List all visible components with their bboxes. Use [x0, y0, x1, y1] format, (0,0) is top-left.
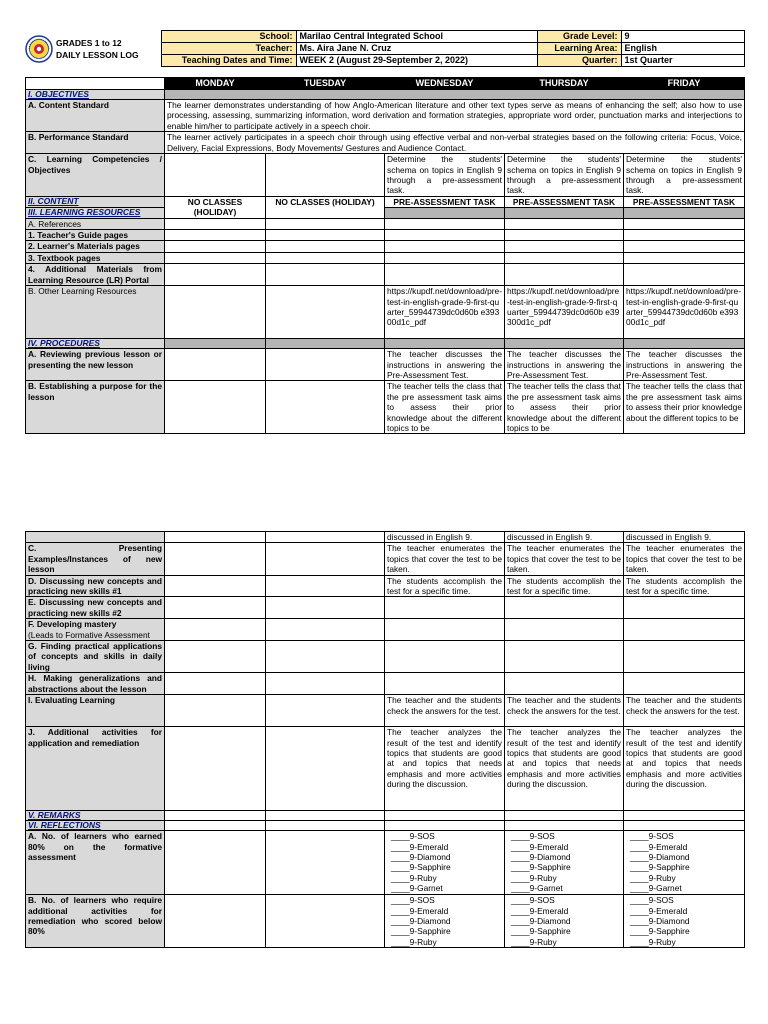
log-title-grades: GRADES 1 to 12 — [56, 37, 122, 48]
section-tally-line: ____9-Ruby — [630, 936, 676, 947]
section-tally-line: ____9-SOS — [511, 831, 555, 842]
content-wednesday: PRE-ASSESSMENT TASK — [385, 196, 505, 208]
competency-wednesday: Determine the students' schema on topics in English 9 through a pre-assessment task. — [385, 154, 505, 197]
row-reflection-a: A. No. of learners who earned 80% on the formative assessment ____9-SOS ____9-Emerald ____9-Diamond ____9-Sapphire ____9-Ruby ____9-Garnet ____9-SOS ____9-Emerald ____9-Diamond ____9-Sapphire ____9-Ruby ____9-Garnet ____9-SOS ____9-Emerald ____9-Diamond ____9-Sapphire ____9-Ruby ____9-Garnet — [26, 831, 745, 895]
reflection-b-thursday — [505, 895, 624, 948]
row-proc-b-cont: discussed in English 9. discussed in English 9. discussed in English 9. — [26, 532, 745, 543]
row-proc-a: A. Reviewing previous lesson or presenting the new lesson The teacher discusses the instructions in answering the Pre-Assessment Test. The teacher discusses the instructions in answering the Pre-Assessment Test. The teacher discusses the instructions in answering the Pre-Assessment Test. — [26, 349, 745, 381]
section-tally-line: ____9-Sapphire — [511, 926, 571, 937]
area-value: English — [621, 43, 744, 55]
section-tally-line: ____9-Diamond — [630, 851, 690, 862]
lesson-log-page-1 — [25, 30, 744, 434]
row-proc-c: C. Presenting Examples/Instances of new lesson The teacher enumerates the topics that cover the test to be taken. The teacher enumerates the topics that cover the test to be taken. The teacher enumerates the topics that cover the test to be taken. — [26, 543, 745, 575]
section-tally-line: ____9-Sapphire — [630, 862, 690, 873]
section-tally-line: ____9-SOS — [511, 895, 555, 906]
content-friday: PRE-ASSESSMENT TASK — [624, 196, 745, 208]
grade-value: 9 — [621, 31, 744, 43]
section-content: II. CONTENT NO CLASSES (HOLIDAY) NO CLASSES (HOLIDAY) PRE-ASSESSMENT TASK PRE-ASSESSMENT TASK PRE-ASSESSMENT TASK — [26, 196, 745, 208]
day-friday: FRIDAY — [624, 78, 745, 90]
section-tally-line: ____9-Sapphire — [391, 926, 451, 937]
main-table-page-1 — [25, 77, 745, 434]
section-tally-line: ____9-Diamond — [630, 915, 690, 926]
row-proc-j: J. Additional activities for application and remediation The teacher analyzes the result of the test and identify topics that students are good at and topics that needs emphasis and more activities during the discussion. The teacher analyzes the result of the test and identify topics that students are good at and topics that needs emphasis and more activities during the discussion. The teacher analyzes the result of the test and identify topics that students are good at and topics that needs emphasis and more activities during the discussion. — [26, 727, 745, 811]
row-proc-f: F. Developing mastery (Leads to Formative Assessment — [26, 619, 745, 641]
section-tally-line: ____9-Ruby — [511, 936, 557, 947]
section-tally-line: ____9-Diamond — [511, 851, 571, 862]
section-tally-line: ____9-Ruby — [630, 872, 676, 883]
school-label: School: — [161, 31, 296, 43]
competency-thursday: Determine the students' schema on topics in English 9 through a pre-assessment task. — [505, 154, 624, 197]
school-value: Marilao Central Integrated School — [296, 31, 537, 43]
section-tally-line: ____9-Diamond — [391, 851, 451, 862]
row-other-resources: B. Other Learning Resources https://kupdf.net/download/pre-test-in-english-grade-9-first-quarter_59944739dc0d60b e39300d1c_pdf https://kupdf.net/download/pre-test-in-english-grade-9-first-quarter_59944739dc0d60b e39300d1c_pdf https://kupdf.net/download/pre-test-in-english-grade-9-first-quarter_59944739dc0d60b e39300d1c_pdf — [26, 286, 745, 339]
reflection-a-thursday — [505, 831, 624, 895]
section-tally-line: ____9-Emerald — [511, 841, 569, 852]
row-proc-e: E. Discussing new concepts and practicing new skills #2 — [26, 597, 745, 619]
competency-friday: Determine the students' schema on topics in English 9 through a pre-assessment task. — [624, 154, 745, 197]
day-monday: MONDAY — [165, 78, 266, 90]
content-standard-text: The learner demonstrates understanding of how Anglo-American literature and other text types serve as means of enhancing the self; also how to use processing, assessing, summarizing information, word derivation and formation strategies, appropriate word order, punctuation marks and interjections to enable him/her to participate actively in a speech choir. — [165, 100, 745, 132]
content-tuesday: NO CLASSES (HOLIDAY) — [266, 196, 385, 218]
section-tally-line: ____9-Sapphire — [511, 862, 571, 873]
row-performance-standard: B. Performance Standard The learner actively participates in a speech choir through using effective verbal and non-verbal strategies based on the following criteria: Focus, Voice, Delivery, Facial Expressions, Body Movements/ Gestures and Audience Contact. — [26, 132, 745, 154]
section-procedures: IV. PROCEDURES — [26, 339, 745, 349]
main-table-page-2 — [25, 531, 745, 948]
section-tally-line: ____9-SOS — [630, 831, 674, 842]
section-tally-line: ____9-Sapphire — [630, 926, 690, 937]
day-thursday: THURSDAY — [505, 78, 624, 90]
teacher-value: Ms. Aira Jane N. Cruz — [296, 43, 537, 55]
deped-seal-icon — [25, 35, 53, 63]
section-tally-line: ____9-Emerald — [391, 905, 449, 916]
dates-value: WEEK 2 (August 29-September 2, 2022) — [296, 55, 537, 67]
reflection-b-friday — [624, 895, 745, 948]
logo-title-cell — [25, 31, 161, 67]
row-proc-g: G. Finding practical applications of concepts and skills in daily living — [26, 641, 745, 673]
section-remarks: V. REMARKS — [26, 811, 745, 821]
row-lr-portal: 4. Additional Materials from Learning Resource (LR) Portal — [26, 264, 745, 286]
day-wednesday: WEDNESDAY — [385, 78, 505, 90]
section-reflections: VI. REFLECTIONS — [26, 821, 745, 831]
section-tally-line: ____9-Garnet — [511, 883, 563, 894]
performance-standard-text: The learner actively participates in a speech choir through using effective verbal and non-verbal strategies based on the following criteria: Focus, Voice, Delivery, Facial Expressions, Body Movements/ Gestures and Audience Contact. — [165, 132, 745, 154]
dates-label: Teaching Dates and Time: — [161, 55, 296, 67]
reflection-b-wednesday — [385, 895, 505, 948]
row-teachers-guide: 1. Teacher's Guide pages — [26, 230, 745, 241]
row-competencies: C. Learning Competencies / Objectives Determine the students' schema on topics in English 9 through a pre-assessment task. Determine the students' schema on topics in English 9 through a pre-assessment task. Determine the students' schema on topics in English 9 through a pre-assessment task. — [26, 154, 745, 197]
link-thursday[interactable]: https://kupdf.net/download/pre-test-in-english-grade-9-first-quarter_59944739dc0d60b e39300d1c_pdf — [505, 286, 624, 339]
section-resources: III. LEARNING RESOURCES — [26, 208, 745, 218]
row-learners-materials: 2. Learner's Materials pages — [26, 241, 745, 252]
section-tally-line: ____9-Sapphire — [391, 862, 451, 873]
teacher-label: Teacher: — [161, 43, 296, 55]
section-tally-line: ____9-Emerald — [511, 905, 569, 916]
reflection-a-friday — [624, 831, 745, 895]
section-tally-line: ____9-SOS — [630, 895, 674, 906]
reflection-a-wednesday — [385, 831, 505, 895]
row-content-standard: A. Content Standard The learner demonstrates understanding of how Anglo-American literature and other text types serve as means of enhancing the self; also how to use processing, assessing, summarizing information, word derivation and formation strategies, appropriate word order, punctuation marks and interjections to enable him/her to participate actively in a speech choir. — [26, 100, 745, 132]
section-objectives: I. OBJECTIVES — [26, 90, 745, 100]
row-proc-i: I. Evaluating Learning The teacher and the students check the answers for the test. The teacher and the students check the answers for the test. The teacher and the students check the answers for the test. — [26, 695, 745, 727]
section-tally-line: ____9-Ruby — [391, 872, 437, 883]
section-tally-line: ____9-Ruby — [511, 872, 557, 883]
content-thursday: PRE-ASSESSMENT TASK — [505, 196, 624, 208]
row-reflection-b: B. No. of learners who require additional activities for remediation who scored below 80% ____9-SOS ____9-Emerald ____9-Diamond ____9-Sapphire ____9-Ruby ____9-SOS ____9-Emerald ____9-Diamond ____9-Sapphire ____9-Ruby ____9-SOS ____9-Emerald ____9-Diamond ____9-Sapphire ____9-Ruby — [26, 895, 745, 948]
section-tally-line: ____9-SOS — [391, 831, 435, 842]
section-tally-line: ____9-SOS — [391, 895, 435, 906]
content-monday: NO CLASSES (HOLIDAY) — [165, 196, 266, 218]
row-proc-d: D. Discussing new concepts and practicing new skills #1 The students accomplish the test for a specific time. The students accomplish the test for a specific time. The students accomplish the test for a specific time. — [26, 575, 745, 597]
quarter-label: Quarter: — [537, 55, 621, 67]
section-tally-line: ____9-Ruby — [391, 936, 437, 947]
row-proc-b: B. Establishing a purpose for the lesson The teacher tells the class that the pre assessment task aims to assess their prior knowledge about the different topics to be The teacher tells the class that the pre assessment task aims to assess their prior knowledge about the different topics to be The teacher tells the class that the pre assessment task aims to assess their prior knowledge about the different topics to be — [26, 381, 745, 434]
day-tuesday: TUESDAY — [266, 78, 385, 90]
lesson-log-page-2 — [25, 531, 744, 948]
link-friday[interactable]: https://kupdf.net/download/pre-test-in-english-grade-9-first-quarter_59944739dc0d60b e39300d1c_pdf — [624, 286, 745, 339]
log-title-dll: DAILY LESSON LOG — [56, 49, 139, 60]
day-header-row — [26, 78, 745, 90]
section-tally-line: ____9-Garnet — [630, 883, 682, 894]
section-tally-line: ____9-Diamond — [391, 915, 451, 926]
link-wednesday[interactable]: https://kupdf.net/download/pre-test-in-english-grade-9-first-quarter_59944739dc0d60b e39300d1c_pdf — [385, 286, 505, 339]
section-tally-line: ____9-Emerald — [630, 841, 688, 852]
header-table — [25, 30, 745, 67]
row-textbook: 3. Textbook pages — [26, 252, 745, 263]
area-label: Learning Area: — [537, 43, 621, 55]
grade-label: Grade Level: — [537, 31, 621, 43]
section-tally-line: ____9-Emerald — [630, 905, 688, 916]
quarter-value: 1st Quarter — [621, 55, 744, 67]
section-tally-line: ____9-Emerald — [391, 841, 449, 852]
section-tally-line: ____9-Diamond — [511, 915, 571, 926]
row-references: A. References — [26, 218, 745, 229]
row-proc-h: H. Making generalizations and abstractions about the lesson — [26, 673, 745, 695]
section-tally-line: ____9-Garnet — [391, 883, 443, 894]
